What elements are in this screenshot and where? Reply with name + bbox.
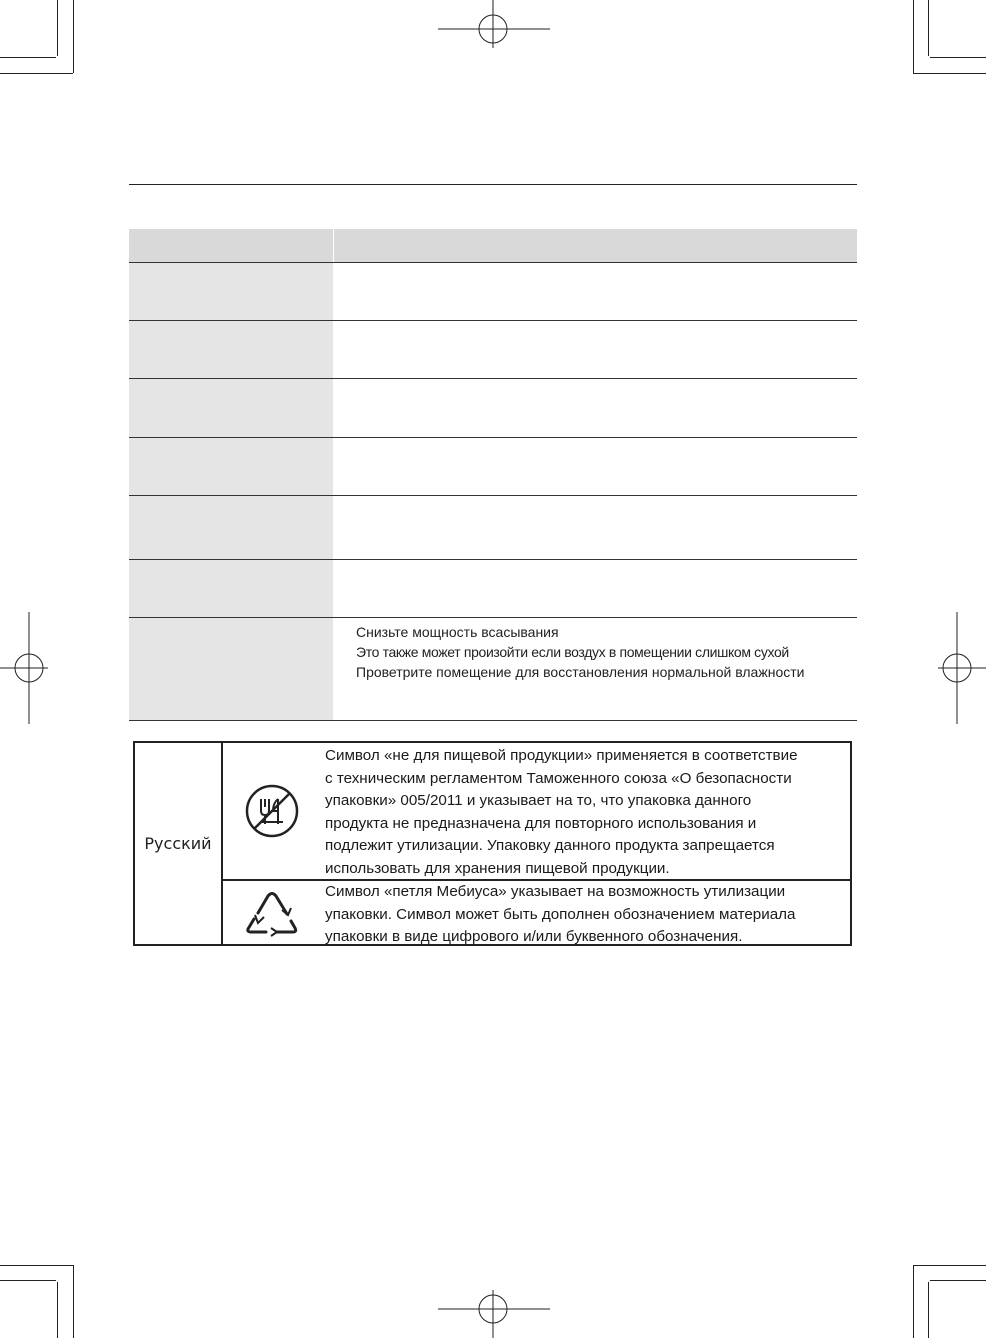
description-line: подлежит утилизации. Упаковку данного продукта запрещается <box>325 837 775 855</box>
solution-cell <box>333 379 857 437</box>
solution-cell <box>333 618 857 720</box>
table-row <box>129 560 857 618</box>
solution-line: Снизьте мощность всасывания <box>356 624 559 640</box>
crop-mark-top-right <box>906 0 986 80</box>
table-header-solution <box>333 229 857 262</box>
problem-cell <box>129 560 333 617</box>
symbol-row-not-for-food <box>223 743 850 881</box>
registration-mark-top <box>438 0 550 48</box>
icon-cell <box>223 743 321 879</box>
solution-line: Проветрите помещение для восстановления нормальной влажности <box>356 664 805 680</box>
problem-cell <box>129 379 333 437</box>
language-label: Русский <box>135 743 223 944</box>
problem-cell <box>129 496 333 559</box>
symbol-description <box>325 881 846 949</box>
table-row <box>129 321 857 379</box>
not-for-food-icon <box>242 781 302 841</box>
symbol-description <box>325 745 846 881</box>
description-line: упаковки. Символ может быть дополнен обозначением материала <box>325 905 796 923</box>
solution-cell <box>333 560 857 617</box>
description-line: Символ «не для пищевой продукции» применяется в соответствие <box>325 747 798 764</box>
problem-cell <box>129 263 333 320</box>
description-line: Символ «петля Мебиуса» указывает на возможность утилизации <box>325 883 786 900</box>
table-header-row <box>129 229 857 263</box>
crop-mark-bottom-right <box>906 1258 986 1338</box>
description-line: с техническим регламентом Таможенного союза «О безопасности <box>325 769 792 787</box>
crop-mark-bottom-left <box>0 1258 80 1338</box>
solution-cell <box>333 321 857 378</box>
icon-cell <box>223 881 321 944</box>
table-row <box>129 496 857 560</box>
problem-cell <box>129 321 333 378</box>
solution-cell <box>333 496 857 559</box>
crop-mark-top-left <box>0 0 80 80</box>
registration-mark-left <box>0 612 48 724</box>
troubleshooting-table <box>129 229 857 721</box>
description-line: продукта не предназначена для повторного использования и <box>325 814 757 832</box>
packaging-symbols-table <box>133 741 852 946</box>
registration-mark-right <box>938 612 986 724</box>
solution-cell <box>333 438 857 495</box>
table-header-problem <box>129 229 333 262</box>
solution-line: Это также может произойти если воздух в помещении слишком сухой <box>356 644 789 660</box>
solution-cell <box>333 263 857 320</box>
description-line: использовать для хранения пищевой продукции. <box>325 859 670 877</box>
description-line: упаковки в виде цифрового и/или буквенного обозначения. <box>325 928 743 946</box>
table-row <box>129 379 857 438</box>
mobius-loop-icon <box>244 889 300 937</box>
table-row <box>129 618 857 721</box>
problem-cell <box>129 438 333 495</box>
table-row <box>129 263 857 321</box>
problem-cell <box>129 618 333 720</box>
description-line: упаковки» 005/2011 и указывает на то, что упаковка данного <box>325 792 752 810</box>
table-row <box>129 438 857 496</box>
registration-mark-bottom <box>438 1290 550 1338</box>
section-rule <box>129 184 857 185</box>
symbol-row-mobius-loop <box>223 881 850 944</box>
